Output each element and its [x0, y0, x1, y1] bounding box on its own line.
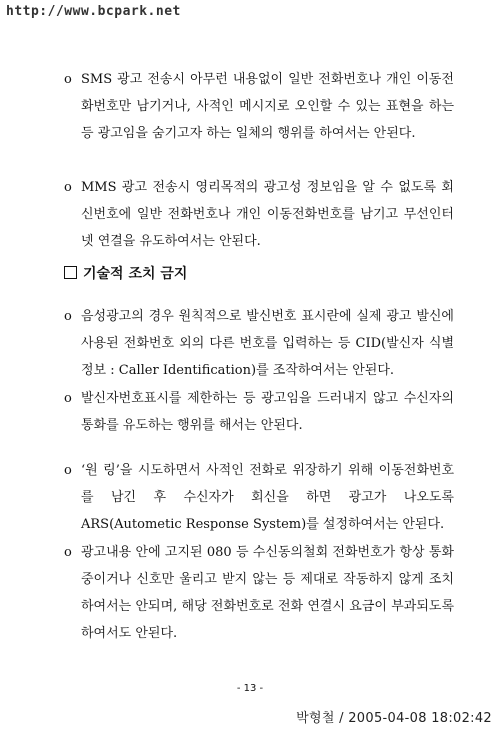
page-number: - 13 -: [236, 683, 264, 694]
bullet-text: ‘원 링’을 시도하면서 사적인 전화로 위장하기 위해 이동전화번호를 남긴 후 수신자가 회신을 하면 광고가 나오도록 ARS(Autometic Response System)를 설정하여서는 안된다.: [81, 463, 454, 532]
bullet-marker: o: [64, 180, 72, 195]
bullet-text: 발신자번호표시를 제한하는 등 광고임을 드러내지 않고 수신자의 통화를 유도하는 행위를 해서는 안된다.: [81, 391, 454, 433]
footer-stamp: 박형철 / 2005-04-08 18:02:42: [296, 711, 492, 726]
bullet-one-ring: [64, 457, 454, 538]
bullet-marker: o: [64, 463, 72, 478]
checkbox-square-icon: [64, 266, 77, 279]
section-heading: [64, 262, 187, 286]
bullet-marker: o: [64, 391, 72, 406]
bullet-caller-id-restriction: [64, 385, 454, 439]
bullet-text: 음성광고의 경우 원칙적으로 발신번호 표시란에 실제 광고 발신에 사용된 전화번호 외의 다른 번호를 입력하는 등 CID(발신자 식별정보 : Caller Identification)를 조작하여서는 안된다.: [81, 309, 454, 378]
bullet-080-opt-out: [64, 539, 454, 647]
bullet-marker: o: [64, 72, 72, 87]
bullet-marker: o: [64, 545, 72, 560]
section-title: 기술적 조치 금지: [83, 266, 188, 282]
bullet-sms-ad: [64, 66, 454, 147]
watermark-url: http://www.bcpark.net: [6, 4, 181, 19]
bullet-mms-ad: [64, 174, 454, 255]
bullet-text: MMS 광고 전송시 영리목적의 광고성 정보임을 알 수 없도록 회신번호에 일반 전화번호나 개인 이동전화번호를 남기고 무선인터넷 연결을 유도하여서는 안된다.: [81, 180, 454, 249]
bullet-text: SMS 광고 전송시 아무런 내용없이 일반 전화번호나 개인 이동전화번호만 남기거나, 사적인 메시지로 오인할 수 있는 표현을 하는 등 광고임을 숨기고자 하는 일체의 행위를 하여서는 안된다.: [81, 72, 454, 141]
bullet-text: 광고내용 안에 고지된 080 등 수신동의철회 전화번호가 항상 통화중이거나 신호만 울리고 받지 않는 등 제대로 작동하지 않게 조치하여서는 안되며, 해당 전화번호로 전화 연결시 요금이 부과되도록 하여서도 안된다.: [81, 545, 454, 641]
bullet-voice-ad-cid: [64, 303, 454, 384]
bullet-marker: o: [64, 309, 72, 324]
